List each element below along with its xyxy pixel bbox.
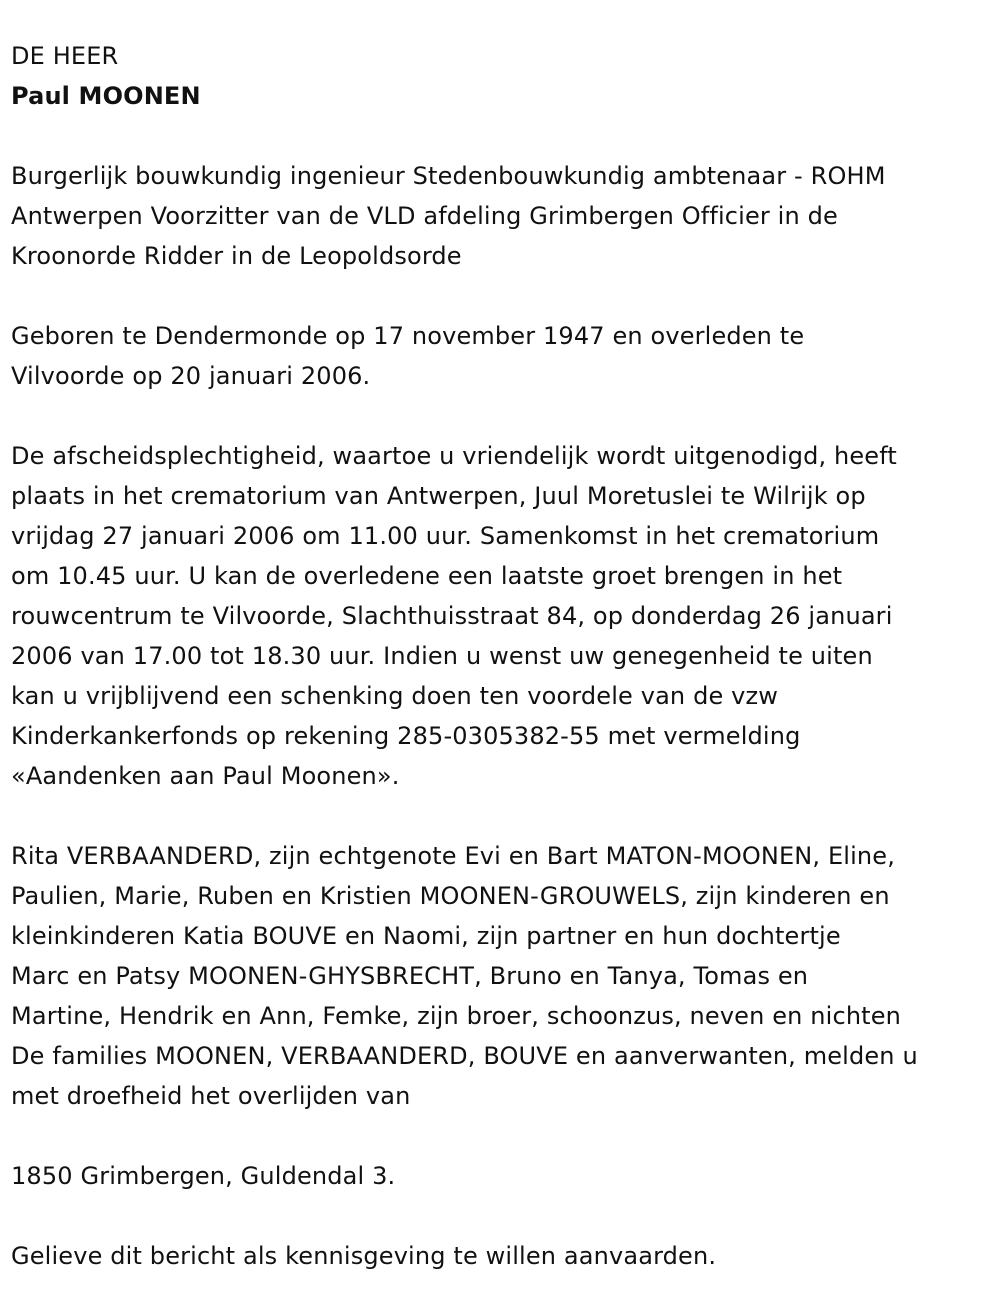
ceremony-paragraph: De afscheidsplechtigheid, waartoe u vriendelijk wordt uitgenodigd, heeft plaats in het crematorium van Antwerpen, Juul Moretuslei te Wilrijk op vrijdag 27 januari 2006 om 11.00 uur. Samenkomst in het crematorium om 10.45 uur. U kan de overledene een laatste groet brengen in het rouwcentrum te Vilvoorde, Slachthuisstraat 84, op donderdag 26 januari 2006 van 17.00 tot 18.30 uur. Indien u wenst uw genegenheid te uiten kan u vrijblijvend een schenking doen ten voordele van de vzw Kinderkankerfonds op rekening 285-0305382-55 met vermelding «Aandenken aan Paul Moonen». bbox=[11, 442, 897, 790]
family-paragraph: Rita VERBAANDERD, zijn echtgenote Evi en Bart MATON-MOONEN, Eline, Paulien, Marie, Ruben en Kristien MOONEN-GROUWELS, zijn kinderen en kleinkinderen Katia BOUVE en Naomi, zijn partner en hun dochtertje Marc en Patsy MOONEN-GHYSBRECHT, Bruno en Tanya, Tomas en Martine, Hendrik en Ann, Femke, zijn broer, schoonzus, neven en nichten De families MOONEN, VERBAANDERD, BOUVE en aanverwanten, melden u met droefheid het overlijden van bbox=[11, 842, 918, 1110]
address-paragraph: 1850 Grimbergen, Guldendal 3. bbox=[11, 1162, 396, 1190]
deceased-name: Paul MOONEN bbox=[11, 82, 201, 110]
titles-paragraph: Burgerlijk bouwkundig ingenieur Stedenbouwkundig ambtenaar - ROHM Antwerpen Voorzitter van de VLD afdeling Grimbergen Officier in de Kroonorde Ridder in de Leopoldsorde bbox=[11, 162, 886, 270]
birth-death-paragraph: Geboren te Dendermonde op 17 november 1947 en overleden te Vilvoorde op 20 januari 2006. bbox=[11, 322, 805, 390]
closing-paragraph: Gelieve dit bericht als kennisgeving te willen aanvaarden. bbox=[11, 1242, 717, 1270]
salutation: DE HEER bbox=[11, 42, 119, 70]
death-notice bbox=[11, 36, 996, 1276]
